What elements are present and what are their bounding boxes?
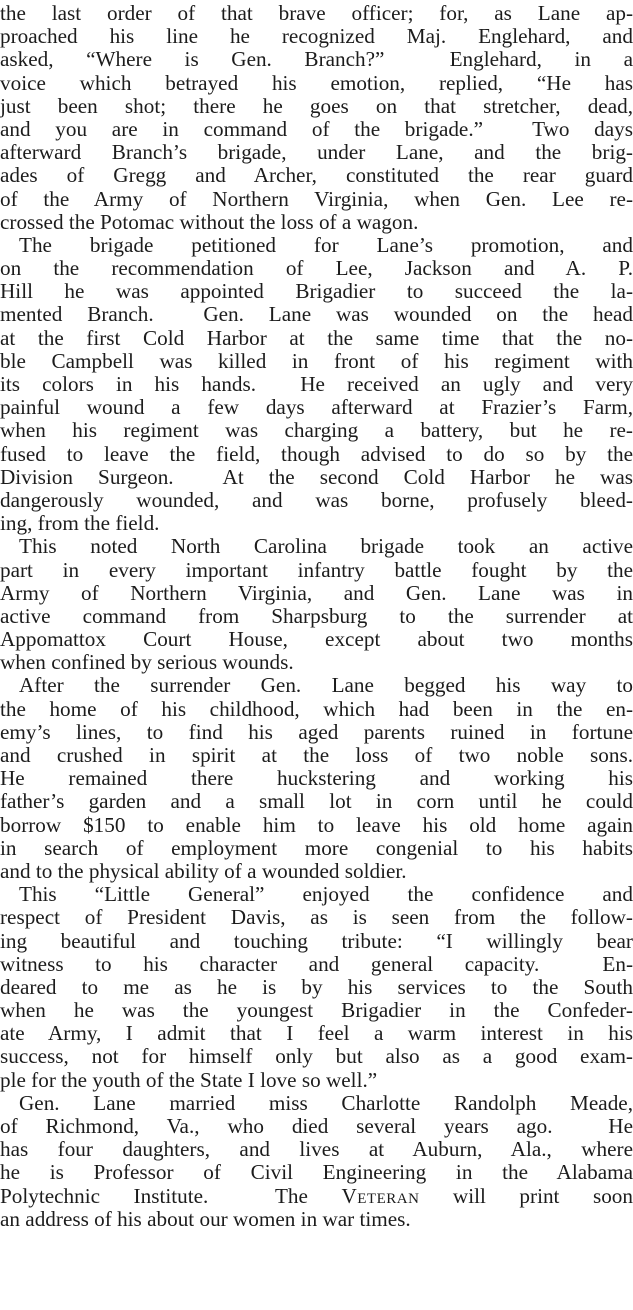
text-line: of the Army of Northern Virginia, when Gen. Lee re- [0, 186, 633, 211]
text-line: Hill he was appointed Brigadier to succeed the la- [0, 279, 633, 304]
publication-name: Veteran [341, 1183, 420, 1208]
text-line: ades of Gregg and Archer, constituted the rear guard [0, 163, 633, 188]
text-line: when his regiment was charging a battery, but he re- [0, 418, 633, 443]
text-line: borrow $150 to enable him to leave his old home again [0, 812, 633, 837]
paragraph-first-line: This “Little General” enjoyed the confidence and [19, 882, 633, 907]
text-line: success, not for himself only but also as a good exam- [0, 1044, 633, 1069]
text-line: on the recommendation of Lee, Jackson and A. P. [0, 256, 633, 281]
text-line: ple for the youth of the State I love so well.” [0, 1067, 378, 1092]
text-line: Army of Northern Virginia, and Gen. Lane was in [0, 580, 633, 605]
paragraph-first-line: This noted North Carolina brigade took an active [19, 534, 633, 559]
text-line: part in every important infantry battle fought by the [0, 557, 633, 582]
text-line: active command from Sharpsburg to the surrender at [0, 603, 633, 628]
paragraph-first-line: The brigade petitioned for Lane’s promotion, and [19, 232, 633, 257]
text-line: ing, from the field. [0, 511, 160, 536]
text-line: and you are in command of the brigade.” Two days [0, 116, 633, 141]
text-line: at the first Cold Harbor at the same time that the no- [0, 325, 633, 350]
text-line: emy’s lines, to find his aged parents ruined in fortune [0, 719, 633, 744]
text-line: when he was the youngest Brigadier in the Confeder- [0, 998, 633, 1023]
paragraph-first-line: Gen. Lane married miss Charlotte Randolph Meade, [19, 1090, 633, 1115]
text-line: painful wound a few days afterward at Frazier’s Farm, [0, 395, 633, 420]
text-line: ate Army, I admit that I feel a warm interest in his [0, 1021, 633, 1046]
text-line: in search of employment more congenial to his habits [0, 835, 633, 860]
text-line: dangerously wounded, and was borne, profusely bleed- [0, 487, 633, 512]
text-line: respect of President Davis, as is seen from the follow- [0, 905, 633, 930]
text-line: fused to leave the field, though advised to do so by the [0, 441, 633, 466]
text-line: ing beautiful and touching tribute: “I willingly bear [0, 928, 633, 953]
text-line [0, 1185, 633, 1208]
text-line: and to the physical ability of a wounded soldier. [0, 858, 407, 883]
text-line: and crushed in spirit at the loss of two noble sons. [0, 743, 633, 767]
text-segment: Polytechnic Institute. The [0, 1183, 342, 1208]
text-line: of Richmond, Va., who died several years ago. He [0, 1114, 633, 1138]
paragraph-first-line: After the surrender Gen. Lane begged his way to [19, 673, 633, 698]
text-segment: will print soon [419, 1183, 633, 1208]
text-line: Division Surgeon. At the second Cold Harbor he was [0, 464, 633, 489]
text-line: deared to me as he is by his services to the South [0, 974, 633, 999]
text-line: its colors in his hands. He received an ugly and very [0, 372, 633, 396]
text-line: when confined by serious wounds. [0, 650, 294, 675]
text-line: just been shot; there he goes on that stretcher, dead, [0, 93, 633, 118]
text-line: mented Branch. Gen. Lane was wounded on the head [0, 302, 633, 327]
text-line: witness to his character and general capacity. En- [0, 951, 633, 976]
text-line: crossed the Potomac without the loss of a wagon. [0, 209, 419, 234]
text-line: an address of his about our women in war times. [0, 1206, 411, 1231]
text-line: ble Campbell was killed in front of his regiment with [0, 348, 633, 373]
text-line: asked, “Where is Gen. Branch?” Englehard, in a [0, 47, 633, 72]
text-line: voice which betrayed his emotion, replied, “He has [0, 70, 633, 95]
text-line: he is Professor of Civil Engineering in the Alabama [0, 1160, 633, 1185]
text-line: He remained there huckstering and working his [0, 766, 633, 791]
text-line: the last order of that brave officer; for, as Lane ap- [0, 1, 633, 25]
text-line: father’s garden and a small lot in corn until he could [0, 789, 633, 814]
text-line: afterward Branch’s brigade, under Lane, and the brig- [0, 140, 633, 165]
text-line: proached his line he recognized Maj. Englehard, and [0, 24, 633, 49]
text-line: the home of his childhood, which had been in the en- [0, 696, 633, 721]
text-line: has four daughters, and lives at Auburn, Ala., where [0, 1137, 633, 1162]
text-line: Appomattox Court House, except about two months [0, 627, 633, 652]
